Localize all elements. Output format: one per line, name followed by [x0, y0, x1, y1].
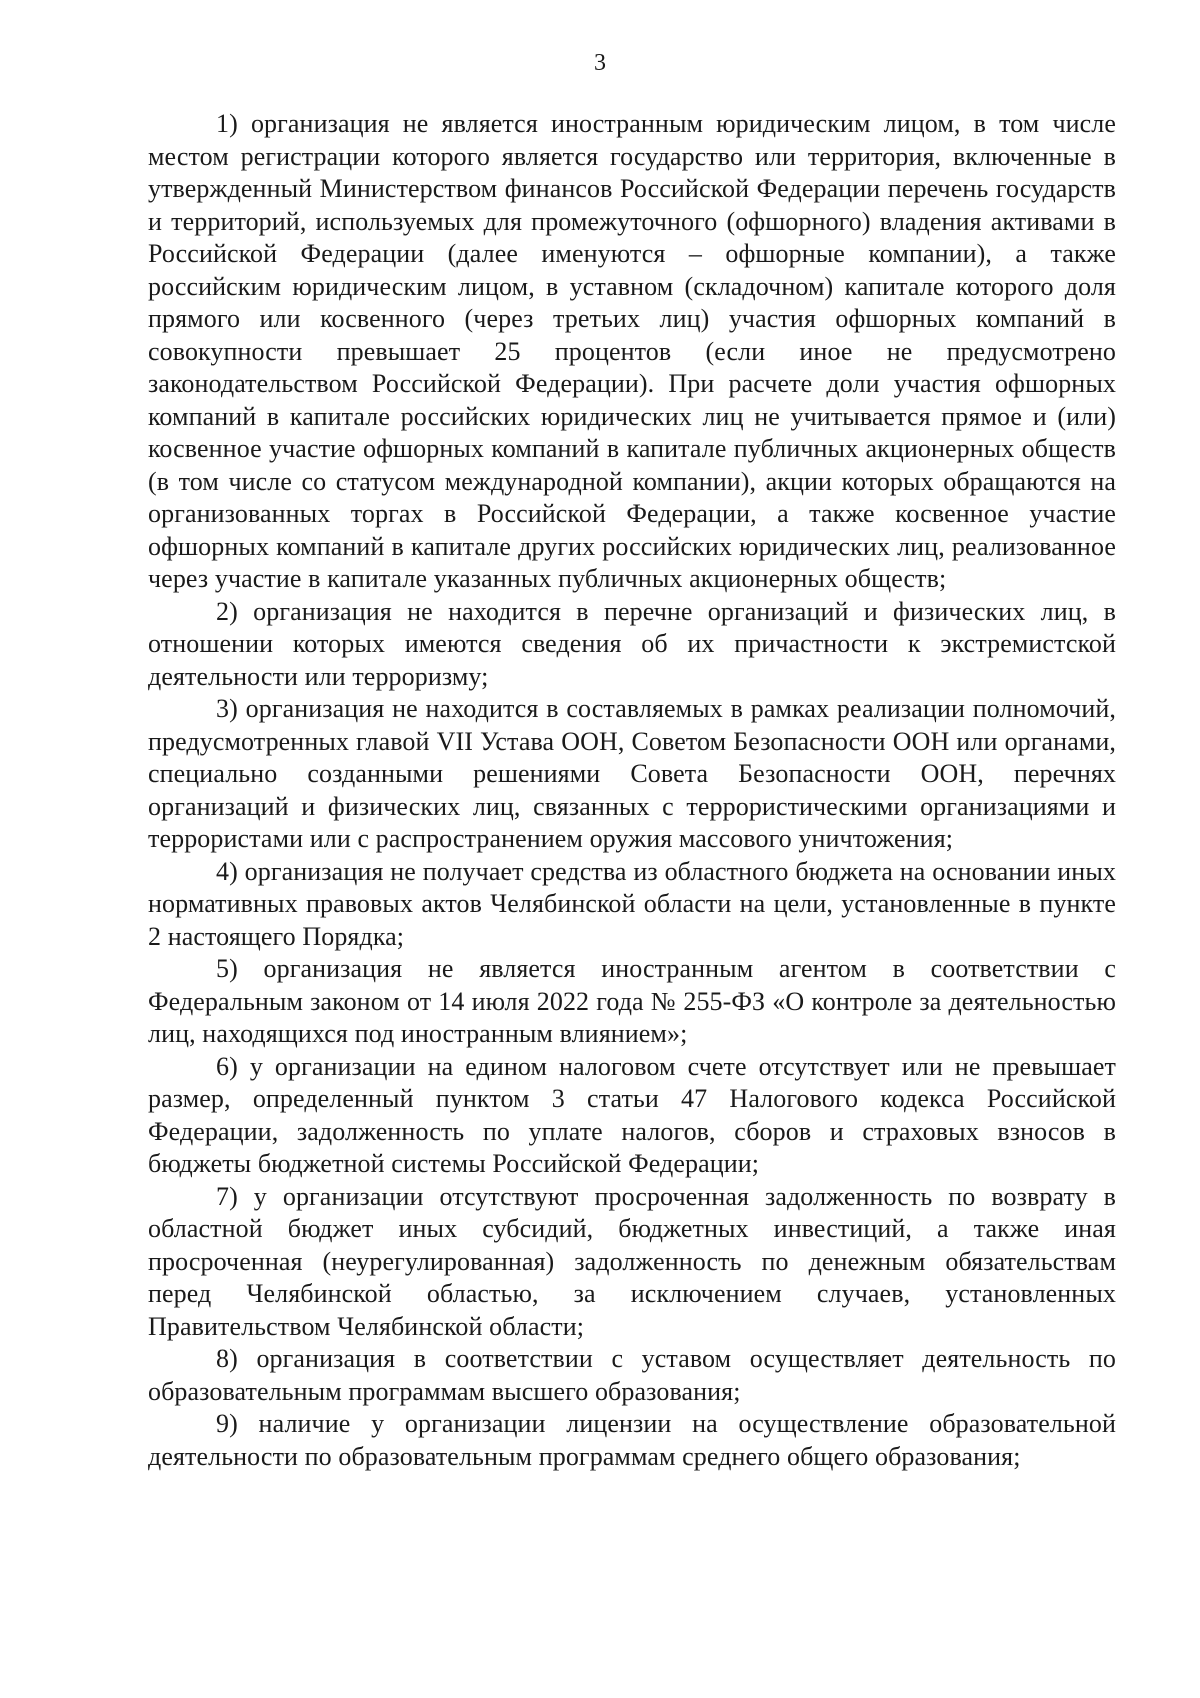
list-item: 8) организация в соответствии с уставом осуществляет деятельность по образовательным программам высшего образования; [148, 1344, 1116, 1406]
list-item: 7) у организации отсутствуют просроченная задолженность по возврату в областной бюджет иных субсидий, бюджетных инвестиций, а также иная просроченная (неурегулированная) задолженность по денежным обязательствам перед Челябинской областью, за исключением случаев, установленных Правительством Челябинской области; [148, 1181, 1116, 1341]
list-item: 1) организация не является иностранным юридическим лицом, в том числе местом регистрации которого является государство или территория, включенные в утвержденный Министерством финансов Российской Федерации перечень государств и территорий, используемых для промежуточного (офшорного) владения активами в Российской Федерации (далее именуются – офшорные компании), а также российским юридическим лицом, в уставном (складочном) капитале которого доля прямого или косвенного (через третьих лиц) участия офшорных компаний в совокупности превышает 25 процентов (если иное не предусмотрено законодательством Российской Федерации). При расчете доли участия офшорных компаний в капитале российских юридических лиц не учитывается прямое и (или) косвенное участие офшорных компаний в капитале публичных акционерных обществ (в том числе со статусом международной компании), акции которых обращаются на организованных торгах в Российской Федерации, а также косвенное участие офшорных компаний в капитале других российских юридических лиц, реализованное через участие в капитале указанных публичных акционерных обществ; [148, 109, 1116, 593]
list-item: 5) организация не является иностранным агентом в соответствии с Федеральным законом от 14 июля 2022 года № 255-ФЗ «О контроле за деятельностью лиц, находящихся под иностранным влиянием»; [148, 954, 1116, 1048]
list-item: 6) у организации на едином налоговом счете отсутствует или не превышает размер, определенный пунктом 3 статьи 47 Налогового кодекса Российской Федерации, задолженность по уплате налогов, сборов и страховых взносов в бюджеты бюджетной системы Российской Федерации; [148, 1051, 1116, 1178]
list-item: 2) организация не находится в перечне организаций и физических лиц, в отношении которых имеются сведения об их причастности к экстремистской деятельности или терроризму; [148, 596, 1116, 691]
list-item: 9) наличие у организации лицензии на осуществление образовательной деятельности по образовательным программам среднего общего образования; [148, 1409, 1116, 1471]
list-item: 4) организация не получает средства из областного бюджета на основании иных нормативных правовых актов Челябинской области на цели, установленные в пункте 2 настоящего Порядка; [148, 856, 1116, 951]
requirements-list [148, 108, 1116, 1473]
page-number: 3 [594, 50, 606, 76]
list-item: 3) организация не находится в составляемых в рамках реализации полномочий, предусмотренных главой VII Устава ООН, Советом Безопасности ООН или органами, специально созданными решениями Совета Безопасности ООН, перечнях организаций и физических лиц, связанных с террористическими организациями и террористами или с распространением оружия массового уничтожения; [148, 694, 1116, 853]
